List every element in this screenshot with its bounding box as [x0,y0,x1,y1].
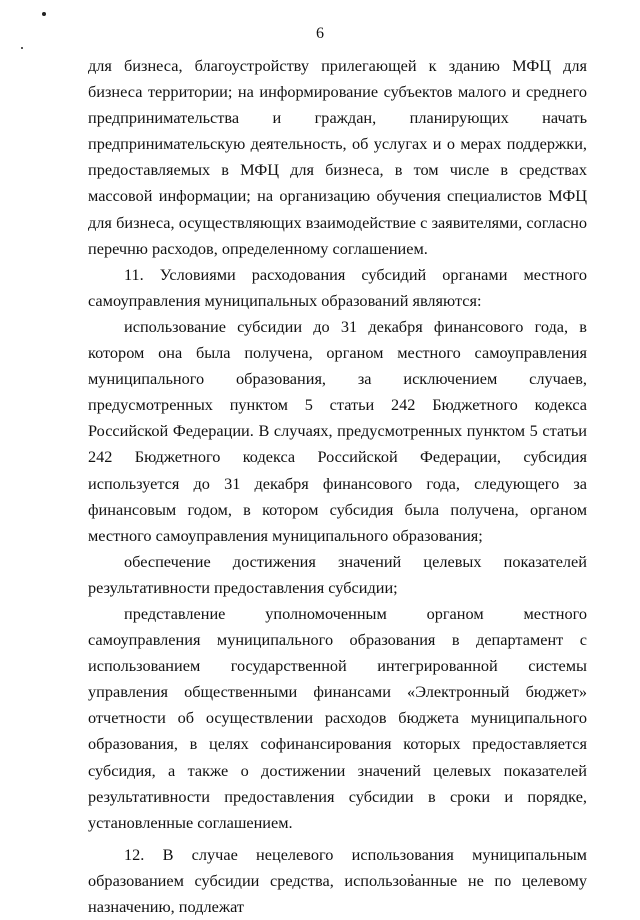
paragraph-use-deadline: использование субсидии до 31 декабря финансового года, в котором она была получена, органом местного самоуправления муниципального образования, за исключением случаев, предусмотренных пунктом 5 статьи 242 Бюджетного кодекса Российской Федерации. В случаях, предусмотренных пунктом 5 статьи 242 Бюджетного кодекса Российской Федерации, субсидия используется до 31 декабря финансового года, следующего за финансовым годом, в котором субсидия была получена, органом местного самоуправления муниципального образования; [88,316,587,545]
scan-speck [42,12,46,16]
paragraph-clause-11: 11. Условиями расходования субсидий органами местного самоуправления муниципальных образований являются: [88,264,587,310]
paragraph-continued: для бизнеса, благоустройству прилегающей к зданию МФЦ для бизнеса территории; на информирование субъектов малого и среднего предпринимательства и граждан, планирующих начать предпринимательскую деятельность, об услугах и о мерах поддержки, предоставляемых в МФЦ для бизнеса, в том числе в средствах массовой информации; на организацию обучения специалистов МФЦ для бизнеса, осуществляющих взаимодействие с заявителями, согласно перечню расходов, определенному соглашением. [88,56,587,258]
document-body [88,53,587,920]
scan-speck [21,47,23,49]
page-number: 6 [316,25,324,42]
paragraph-reporting: представление уполномоченным органом местного самоуправления муниципального образования в департамент с использованием государственной интегрированной системы управления общественными финансами «Электронный бюджет» отчетности об осуществлении расходов бюджета муниципального образования, в целях софинансирования которых предоставляется субсидия, а также о достижении значений целевых показателей результативности предоставления субсидии в сроки и порядке, установленные соглашением. [88,603,587,832]
paragraph-targets: обеспечение достижения значений целевых показателей результативности предоставления субсидии; [88,551,587,597]
paragraph-clause-12: 12. В случае нецелевого использования муниципальным образованием субсидии средства, использованные не по целевому назначению, подлежат [88,844,587,916]
